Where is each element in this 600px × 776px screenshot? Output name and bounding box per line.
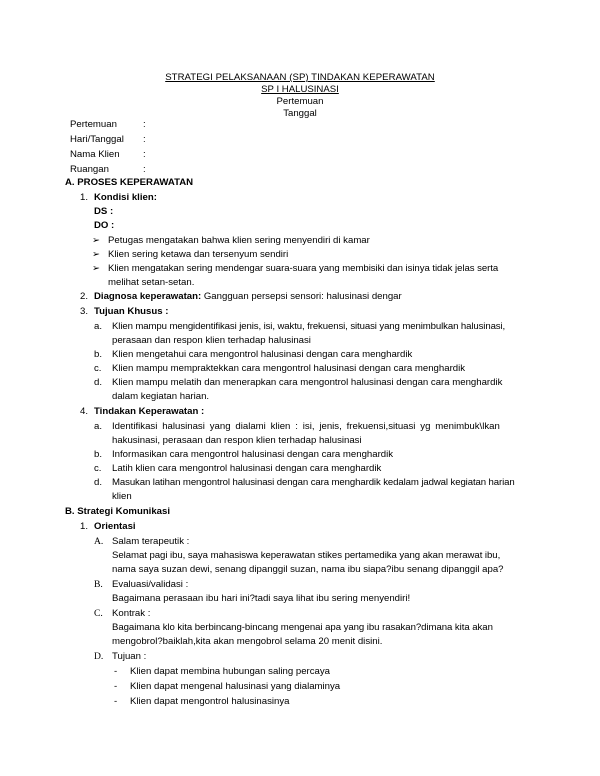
orientasi-item-label: Kontrak : <box>112 608 151 619</box>
kondisi-title: Kondisi klien: <box>94 192 157 203</box>
document-title: STRATEGI PELAKSANAAN (SP) TINDAKAN KEPERAWATAN <box>165 72 435 83</box>
orientasi-item-label: Evaluasi/validasi : <box>112 579 189 590</box>
tindakan-item-text: Informasikan cara mengontrol halusinasi dengan cara menghardik <box>112 449 394 460</box>
dash-item-text: Klien dapat membina hubungan saling percaya <box>130 666 331 677</box>
tindakan-item-text: hakusinasi, perasaan dan respon klien terhadap halusinasi <box>112 435 362 446</box>
tindakan-number: 4. <box>80 406 89 417</box>
tindakan-item-text: klien <box>112 491 132 502</box>
list-letter: c. <box>94 363 102 374</box>
dash-item-text: Klien dapat mengontrol halusinasinya <box>130 696 290 707</box>
bullet-text-cont: melihat setan-setan. <box>108 277 195 288</box>
tindakan-item-text: Latih klien cara mengontrol halusinasi dengan cara menghardik <box>112 463 382 474</box>
list-letter: A. <box>94 536 104 547</box>
tindakan-title: Tindakan Keperawatan : <box>94 406 205 417</box>
bullet-text: Klien mengatakan sering mendengar suara-suara yang membisiki dan isinya tidak jelas serta <box>108 263 499 274</box>
meta-row <box>70 163 146 177</box>
section-b-title: B. Strategi Komunikasi <box>65 506 171 517</box>
tujuan-number: 3. <box>80 306 89 317</box>
do-label: DO : <box>94 220 115 231</box>
tujuan-item-text: Klien mampu mempraktekkan cara mengontrol halusinasi dengan cara menghardik <box>112 363 466 374</box>
dash-icon: - <box>114 666 118 677</box>
orientasi-title: Orientasi <box>94 521 136 532</box>
meta-row <box>70 148 146 162</box>
tujuan-item-text: Klien mengetahui cara mengontrol halusinasi dengan cara menghardik <box>112 349 413 360</box>
tindakan-item-text: Masukan latihan mengontrol halusinasi dengan cara menghardik kedalam jadwal kegiatan harian <box>112 477 515 488</box>
meta-row <box>70 133 146 147</box>
list-letter: b. <box>94 449 103 460</box>
list-letter: d. <box>94 377 103 388</box>
meta-row <box>70 118 146 132</box>
diagnosa-text: Gangguan persepsi sensori: halusinasi dengar <box>203 291 402 302</box>
diagnosa-title: Diagnosa keperawatan: <box>94 291 202 302</box>
orientasi-item-text: Bagaimana klo kita berbincang-bincang mengenai apa yang ibu rasakan?dimana kita akan <box>112 622 493 633</box>
tujuan-item-text: Klien mampu mengidentifikasi jenis, isi, waktu, frekuensi, situasi yang menimbulkan halusinasi, <box>112 321 506 332</box>
document-subtitle: SP I HALUSINASI <box>261 84 339 95</box>
orientasi-item-text: Selamat pagi ibu, saya mahasiswa keperawatan stikes pertamedika yang akan merawat ibu, <box>112 550 501 561</box>
tujuan-title: Tujuan Khusus : <box>94 306 169 317</box>
section-a-title: A. PROSES KEPERAWATAN <box>65 177 194 188</box>
list-letter: d. <box>94 477 103 488</box>
tindakan-item-text: Identifikasi halusinasi yang dialami klien : isi, jenis, frekuensi,situasi yg menimbuk\lkan <box>112 421 500 432</box>
ds-label: DS : <box>94 206 114 217</box>
dash-icon: - <box>114 696 118 707</box>
list-letter: a. <box>94 321 103 332</box>
header-pertemuan: Pertemuan <box>276 96 324 107</box>
orientasi-item-label: Tujuan : <box>112 651 147 662</box>
meta-label: Pertemuan <box>70 119 117 130</box>
orientasi-item-text: mengobrol?baiklah,kita akan mengobrol selama 20 menit disini. <box>112 636 383 647</box>
tujuan-item-text: dalam kegiatan harian. <box>112 391 210 402</box>
orientasi-item-text: nama saya suzan dewi, senang dipanggil suzan, nama ibu siapa?ibu senang dipanggil apa? <box>112 564 504 575</box>
diagnosa-number: 2. <box>80 291 89 302</box>
list-letter: C. <box>94 608 103 619</box>
list-letter: c. <box>94 463 102 474</box>
list-letter: a. <box>94 421 103 432</box>
meta-sep: : <box>143 149 146 160</box>
meta-sep: : <box>143 164 146 175</box>
tujuan-item-text: perasaan dan respon klien terhadap halusinasi <box>112 335 311 346</box>
bullet-text: Petugas mengatakan bahwa klien sering menyendiri di kamar <box>108 235 370 246</box>
meta-label: Hari/Tanggal <box>70 134 124 145</box>
list-letter: D. <box>94 651 104 662</box>
orientasi-item-label: Salam terapeutik : <box>112 536 190 547</box>
kondisi-number: 1. <box>80 192 89 203</box>
arrow-bullet-icon: ➢ <box>92 249 101 260</box>
tujuan-item-text: Klien mampu melatih dan menerapkan cara mengontrol halusinasi dengan cara menghardik <box>112 377 503 388</box>
list-letter: B. <box>94 579 103 590</box>
orientasi-number: 1. <box>80 521 89 532</box>
bullet-text: Klien sering ketawa dan tersenyum sendiri <box>108 249 289 260</box>
meta-label: Ruangan <box>70 164 109 175</box>
header-tanggal: Tanggal <box>283 108 317 119</box>
orientasi-item-text: Bagaimana perasaan ibu hari ini?tadi saya lihat ibu sering menyendiri! <box>112 593 411 604</box>
diagnosa-line <box>94 290 402 304</box>
arrow-bullet-icon: ➢ <box>92 263 101 274</box>
dash-icon: - <box>114 681 118 692</box>
meta-sep: : <box>143 119 146 130</box>
dash-item-text: Klien dapat mengenal halusinasi yang dialaminya <box>130 681 341 692</box>
meta-sep: : <box>143 134 146 145</box>
meta-label: Nama Klien <box>70 149 120 160</box>
list-letter: b. <box>94 349 103 360</box>
arrow-bullet-icon: ➢ <box>92 235 101 246</box>
